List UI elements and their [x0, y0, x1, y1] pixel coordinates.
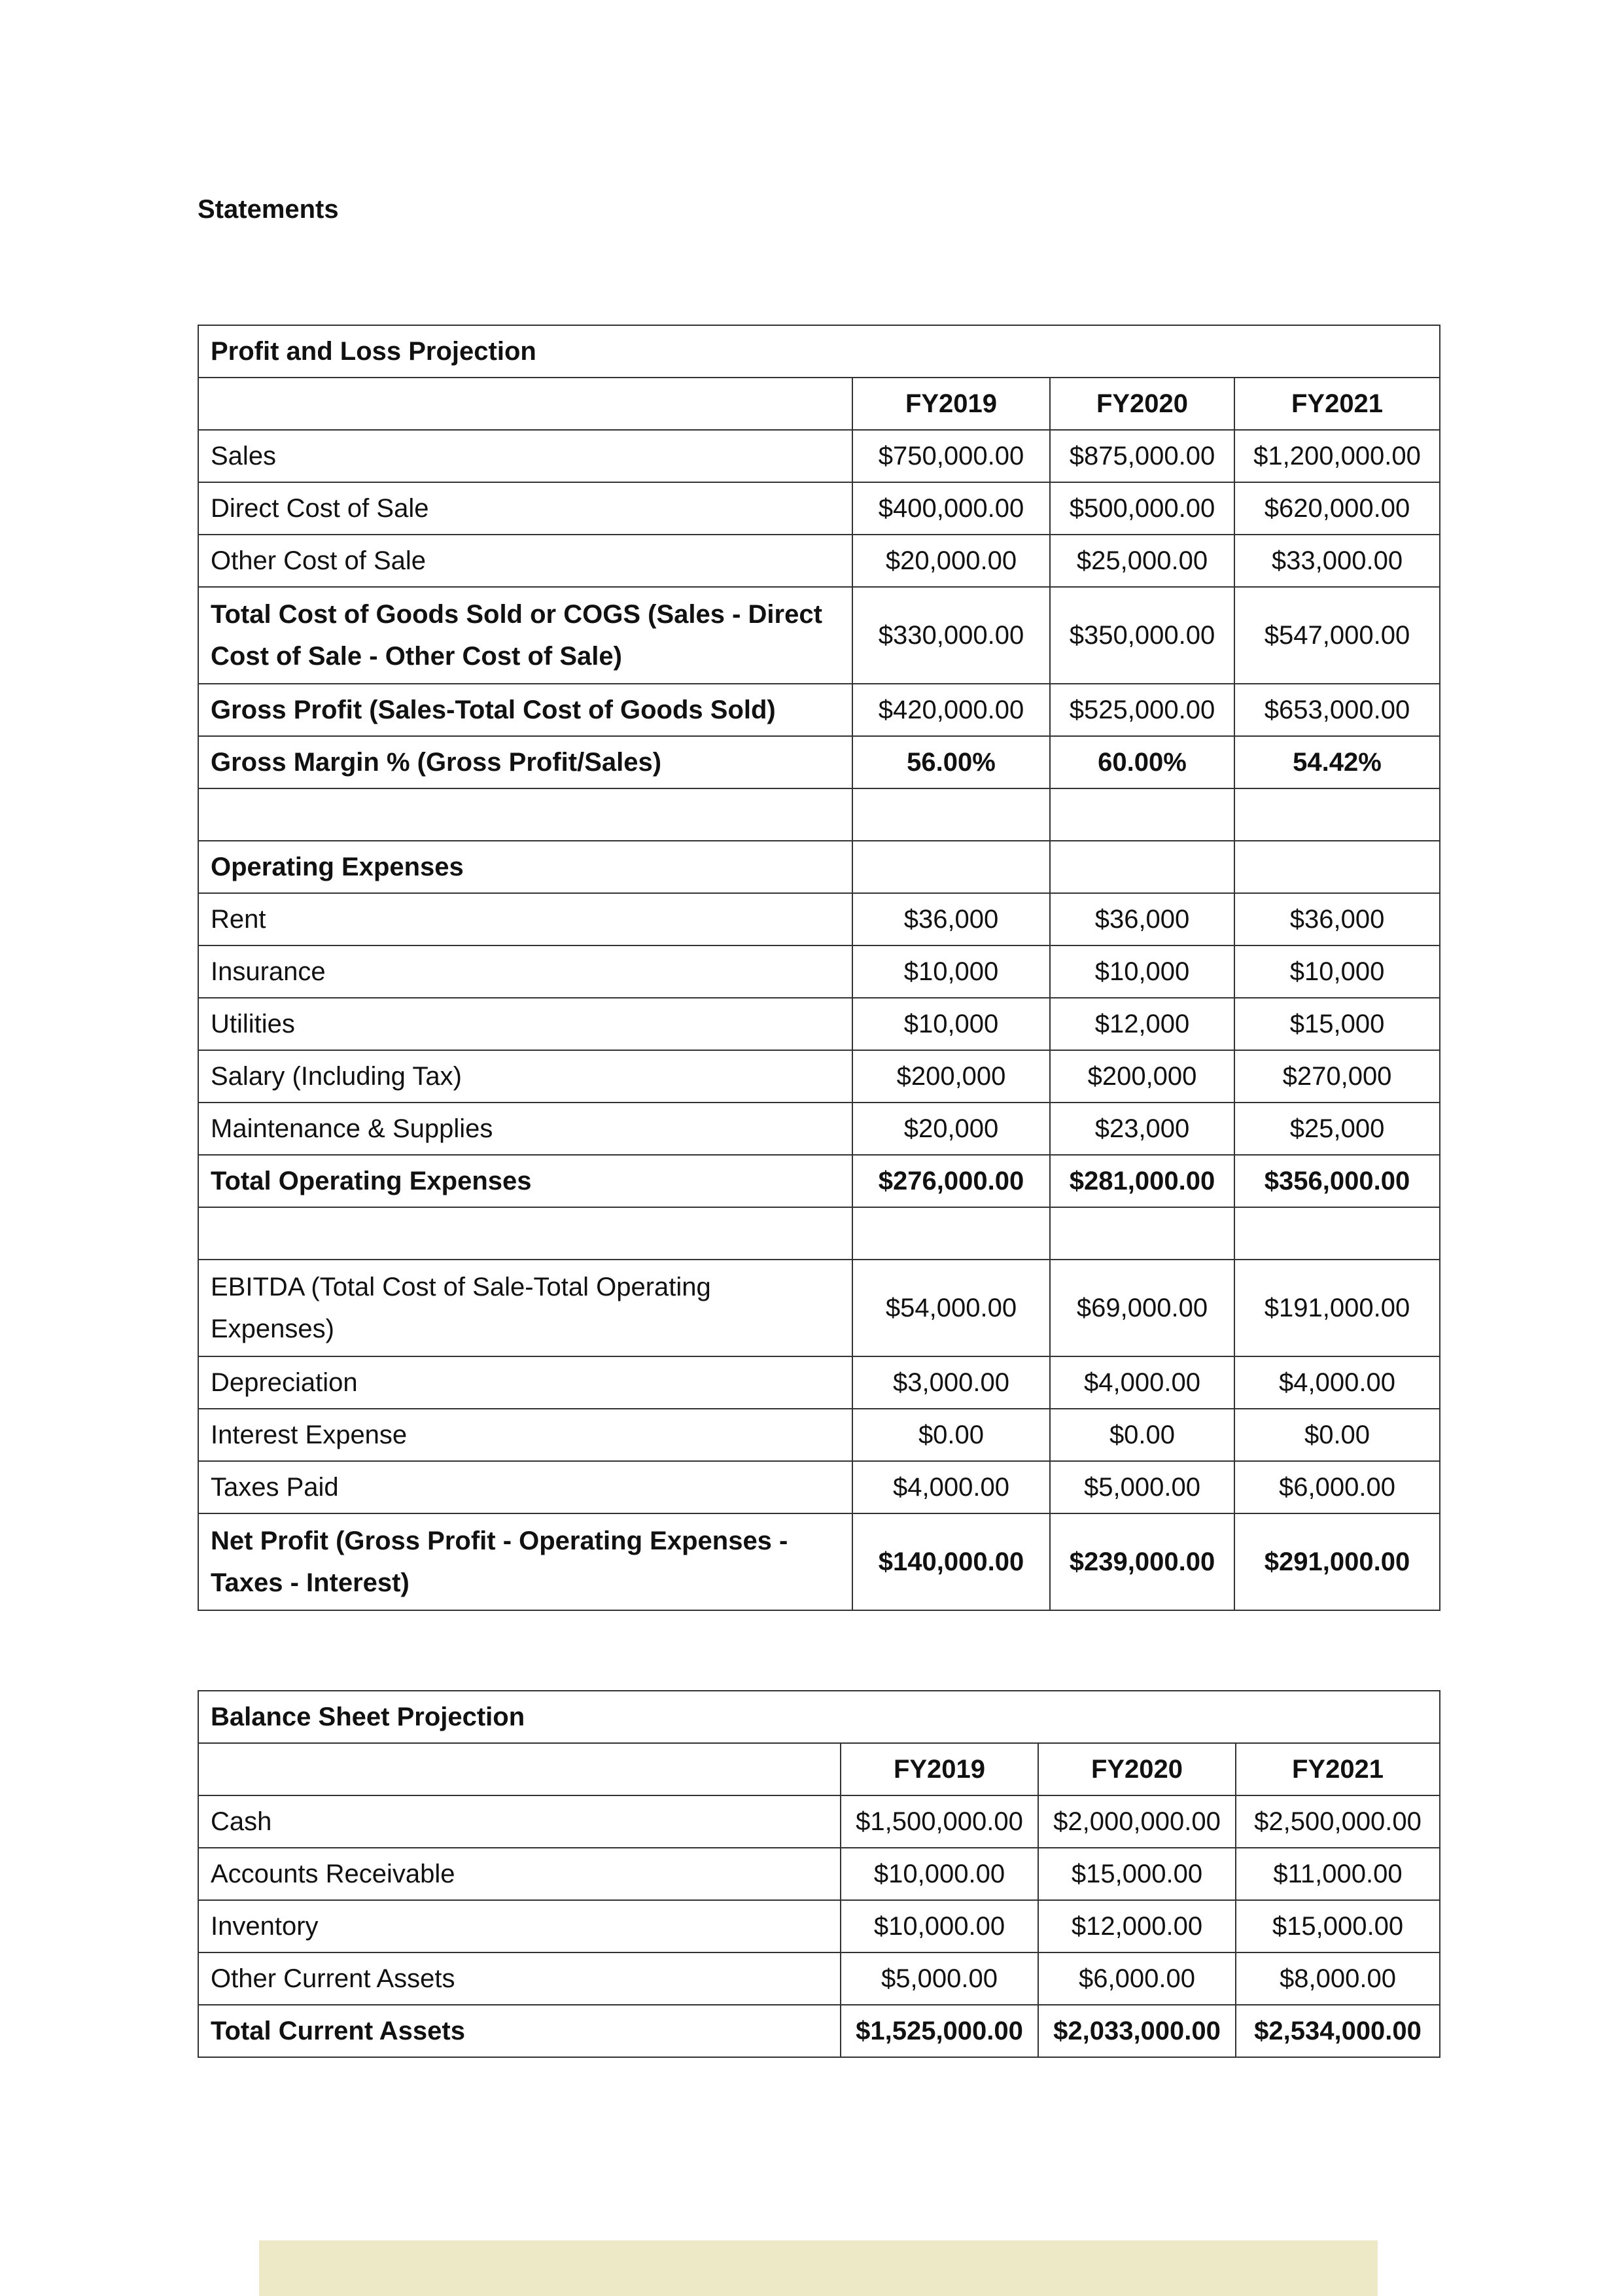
- row-value: $0.00: [852, 1409, 1050, 1461]
- row-value: $4,000.00: [1050, 1356, 1234, 1409]
- section-heading: Statements: [198, 195, 339, 224]
- row-value: $200,000: [1050, 1050, 1234, 1103]
- row-label: Direct Cost of Sale: [198, 482, 852, 535]
- row-value: $4,000.00: [1234, 1356, 1440, 1409]
- row-label: Salary (Including Tax): [198, 1050, 852, 1103]
- row-value: $140,000.00: [852, 1513, 1050, 1610]
- year-header: FY2019: [852, 378, 1050, 430]
- row-label: [198, 788, 852, 841]
- row-value: $15,000.00: [1236, 1900, 1440, 1952]
- row-value: [1234, 788, 1440, 841]
- header-blank-cell: [198, 378, 852, 430]
- row-value: $3,000.00: [852, 1356, 1050, 1409]
- row-value: 60.00%: [1050, 736, 1234, 788]
- row-label: Total Current Assets: [198, 2005, 841, 2057]
- row-value: $36,000: [1234, 893, 1440, 945]
- row-value: $6,000.00: [1038, 1952, 1236, 2005]
- row-value: $10,000: [852, 945, 1050, 998]
- table-row: [198, 841, 1440, 893]
- row-value: $69,000.00: [1050, 1260, 1234, 1356]
- table-row: [198, 1155, 1440, 1207]
- row-value: $525,000.00: [1050, 684, 1234, 736]
- row-value: $500,000.00: [1050, 482, 1234, 535]
- table-row: [198, 535, 1440, 587]
- table-row: [198, 945, 1440, 998]
- row-label: Total Cost of Goods Sold or COGS (Sales - Direct Cost of Sale - Other Cost of Sale): [198, 587, 852, 684]
- row-label: Sales: [198, 430, 852, 482]
- header-blank-cell: [198, 1743, 841, 1795]
- balance-sheet-table: [198, 1690, 1440, 2058]
- row-label: Accounts Receivable: [198, 1848, 841, 1900]
- row-value: $356,000.00: [1234, 1155, 1440, 1207]
- table-row: [198, 736, 1440, 788]
- row-value: $750,000.00: [852, 430, 1050, 482]
- row-value: 54.42%: [1234, 736, 1440, 788]
- row-value: $2,000,000.00: [1038, 1795, 1236, 1848]
- row-value: $875,000.00: [1050, 430, 1234, 482]
- row-label: Net Profit (Gross Profit - Operating Expenses - Taxes - Interest): [198, 1513, 852, 1610]
- row-value: $2,500,000.00: [1236, 1795, 1440, 1848]
- row-value: $4,000.00: [852, 1461, 1050, 1513]
- row-value: $23,000: [1050, 1103, 1234, 1155]
- year-header: FY2019: [841, 1743, 1038, 1795]
- row-value: $270,000: [1234, 1050, 1440, 1103]
- row-value: [1234, 1207, 1440, 1260]
- row-value: [852, 1207, 1050, 1260]
- year-header: FY2021: [1234, 378, 1440, 430]
- row-value: 56.00%: [852, 736, 1050, 788]
- row-value: $10,000.00: [841, 1848, 1038, 1900]
- row-value: $10,000: [1050, 945, 1234, 998]
- row-value: $1,200,000.00: [1234, 430, 1440, 482]
- row-value: $33,000.00: [1234, 535, 1440, 587]
- table-row: [198, 1409, 1440, 1461]
- row-value: [852, 841, 1050, 893]
- profit-loss-table: [198, 325, 1440, 1611]
- row-value: $20,000.00: [852, 535, 1050, 587]
- row-label: [198, 1207, 852, 1260]
- table-row: [198, 1952, 1440, 2005]
- row-value: $1,525,000.00: [841, 2005, 1038, 2057]
- table-title: Profit and Loss Projection: [198, 325, 1440, 378]
- row-value: $6,000.00: [1234, 1461, 1440, 1513]
- row-label: Maintenance & Supplies: [198, 1103, 852, 1155]
- row-value: $1,500,000.00: [841, 1795, 1038, 1848]
- row-label: Insurance: [198, 945, 852, 998]
- year-header: FY2020: [1050, 378, 1234, 430]
- row-label: Other Current Assets: [198, 1952, 841, 2005]
- row-value: $8,000.00: [1236, 1952, 1440, 2005]
- row-value: $36,000: [1050, 893, 1234, 945]
- row-value: $2,033,000.00: [1038, 2005, 1236, 2057]
- table-title-row: [198, 325, 1440, 378]
- row-value: $54,000.00: [852, 1260, 1050, 1356]
- row-value: [1050, 788, 1234, 841]
- row-value: $20,000: [852, 1103, 1050, 1155]
- row-label: Total Operating Expenses: [198, 1155, 852, 1207]
- row-label: Interest Expense: [198, 1409, 852, 1461]
- row-value: $10,000.00: [841, 1900, 1038, 1952]
- row-label: Gross Profit (Sales-Total Cost of Goods Sold): [198, 684, 852, 736]
- row-value: $350,000.00: [1050, 587, 1234, 684]
- row-value: $276,000.00: [852, 1155, 1050, 1207]
- table-row: [198, 1461, 1440, 1513]
- row-value: $653,000.00: [1234, 684, 1440, 736]
- footer-band: [259, 2240, 1378, 2296]
- table-row: [198, 1103, 1440, 1155]
- row-label: EBITDA (Total Cost of Sale-Total Operating Expenses): [198, 1260, 852, 1356]
- table-row: [198, 1795, 1440, 1848]
- table-row: [198, 587, 1440, 684]
- table-spacer-row: [198, 1207, 1440, 1260]
- row-value: $11,000.00: [1236, 1848, 1440, 1900]
- row-value: $5,000.00: [1050, 1461, 1234, 1513]
- year-header: FY2021: [1236, 1743, 1440, 1795]
- row-value: [852, 788, 1050, 841]
- table-row: [198, 482, 1440, 535]
- row-label: Depreciation: [198, 1356, 852, 1409]
- row-label: Rent: [198, 893, 852, 945]
- row-value: $12,000: [1050, 998, 1234, 1050]
- table-row: [198, 1260, 1440, 1356]
- row-value: $2,534,000.00: [1236, 2005, 1440, 2057]
- row-label: Taxes Paid: [198, 1461, 852, 1513]
- row-label: Operating Expenses: [198, 841, 852, 893]
- table-row: [198, 2005, 1440, 2057]
- row-value: $281,000.00: [1050, 1155, 1234, 1207]
- row-value: $36,000: [852, 893, 1050, 945]
- row-value: $330,000.00: [852, 587, 1050, 684]
- row-value: $25,000: [1234, 1103, 1440, 1155]
- row-label: Inventory: [198, 1900, 841, 1952]
- table-spacer-row: [198, 788, 1440, 841]
- row-value: $15,000: [1234, 998, 1440, 1050]
- row-value: $420,000.00: [852, 684, 1050, 736]
- row-value: $191,000.00: [1234, 1260, 1440, 1356]
- row-value: $547,000.00: [1234, 587, 1440, 684]
- row-value: $0.00: [1234, 1409, 1440, 1461]
- table-row: [198, 893, 1440, 945]
- row-label: Other Cost of Sale: [198, 535, 852, 587]
- row-value: [1234, 841, 1440, 893]
- table-row: [198, 1513, 1440, 1610]
- table-row: [198, 1900, 1440, 1952]
- row-label: Utilities: [198, 998, 852, 1050]
- row-value: $291,000.00: [1234, 1513, 1440, 1610]
- row-value: $239,000.00: [1050, 1513, 1234, 1610]
- year-header-row: [198, 378, 1440, 430]
- row-label: Gross Margin % (Gross Profit/Sales): [198, 736, 852, 788]
- row-value: $25,000.00: [1050, 535, 1234, 587]
- table-row: [198, 1356, 1440, 1409]
- row-value: $620,000.00: [1234, 482, 1440, 535]
- row-value: $10,000: [852, 998, 1050, 1050]
- table-title: Balance Sheet Projection: [198, 1691, 1440, 1743]
- row-value: $12,000.00: [1038, 1900, 1236, 1952]
- row-value: $200,000: [852, 1050, 1050, 1103]
- table-row: [198, 1050, 1440, 1103]
- row-value: $400,000.00: [852, 482, 1050, 535]
- row-value: $5,000.00: [841, 1952, 1038, 2005]
- row-value: $10,000: [1234, 945, 1440, 998]
- row-value: [1050, 1207, 1234, 1260]
- year-header: FY2020: [1038, 1743, 1236, 1795]
- row-value: $15,000.00: [1038, 1848, 1236, 1900]
- row-label: Cash: [198, 1795, 841, 1848]
- row-value: [1050, 841, 1234, 893]
- table-row: [198, 684, 1440, 736]
- table-row: [198, 998, 1440, 1050]
- table-title-row: [198, 1691, 1440, 1743]
- row-value: $0.00: [1050, 1409, 1234, 1461]
- table-row: [198, 430, 1440, 482]
- table-row: [198, 1848, 1440, 1900]
- year-header-row: [198, 1743, 1440, 1795]
